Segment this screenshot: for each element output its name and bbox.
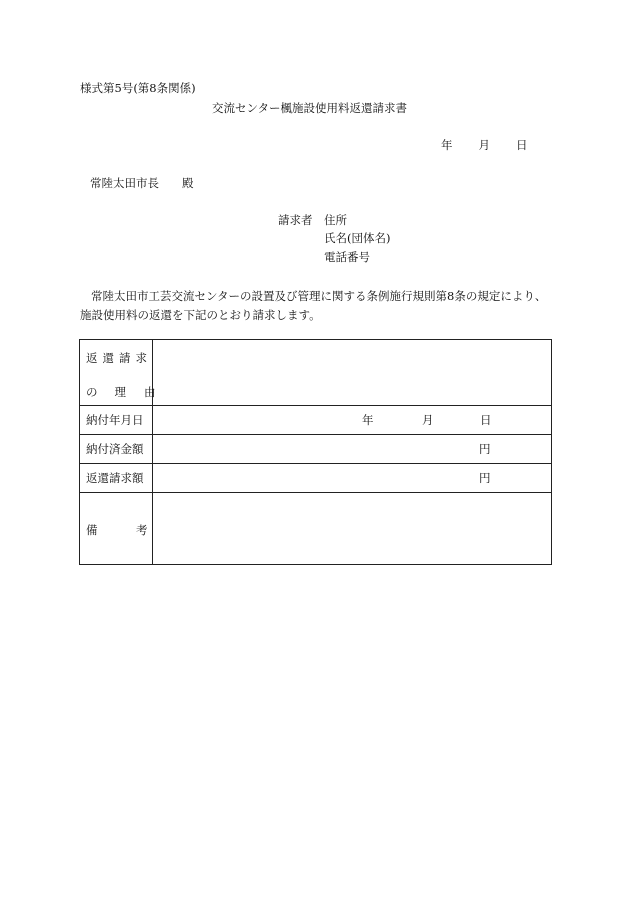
refund-amount-field[interactable] xyxy=(153,464,552,493)
reason-char-yu: 由 xyxy=(144,385,156,399)
form-title: 交流センター楓施設使用料返還請求書 xyxy=(212,101,408,115)
paid-amount-label-cell xyxy=(80,435,153,464)
payment-date-year: 年 xyxy=(362,413,374,427)
addressee: 常陸太田市長 殿 xyxy=(90,176,194,190)
refund-reason-label-line2 xyxy=(86,384,156,400)
reason-char-no: の xyxy=(86,385,98,399)
date-year: 年 xyxy=(441,138,453,152)
refund-amount-unit: 円 xyxy=(479,471,491,485)
date-day: 日 xyxy=(516,138,528,152)
requester-name-label: 氏名(団体名) xyxy=(324,231,391,245)
reason-char-ri: 理 xyxy=(114,385,126,399)
remarks-field[interactable] xyxy=(153,493,552,565)
date-month: 月 xyxy=(478,138,490,152)
payment-date-day: 日 xyxy=(480,413,492,427)
request-body-text: 常陸太田市工芸交流センターの設置及び管理に関する条例施行規則第8条の規定により、施設使用料の返還を下記のとおり請求します。 xyxy=(80,289,547,322)
paid-amount-label: 納付済金額 xyxy=(86,442,144,456)
remarks-label-char1: 備 xyxy=(86,523,98,537)
refund-reason-field[interactable] xyxy=(153,340,552,406)
refund-amount-label-cell xyxy=(80,464,153,493)
payment-date-field[interactable] xyxy=(153,406,552,435)
date-line xyxy=(441,137,528,153)
requester-phone-label: 電話番号 xyxy=(324,250,370,264)
remarks-label-char2: 考 xyxy=(136,523,148,537)
payment-date-label: 納付年月日 xyxy=(86,413,144,427)
paid-amount-unit: 円 xyxy=(479,442,491,456)
requester-address-label: 住所 xyxy=(324,213,347,227)
payment-date-label-cell xyxy=(80,406,153,435)
requester-label: 請求者 xyxy=(278,213,313,227)
refund-amount-label: 返還請求額 xyxy=(86,471,144,485)
form-number: 様式第5号(第8条関係) xyxy=(80,81,196,95)
paid-amount-field[interactable] xyxy=(153,435,552,464)
refund-request-table xyxy=(79,339,552,565)
payment-date-month: 月 xyxy=(422,413,434,427)
refund-reason-label-line1: 返還請求 xyxy=(86,351,152,365)
